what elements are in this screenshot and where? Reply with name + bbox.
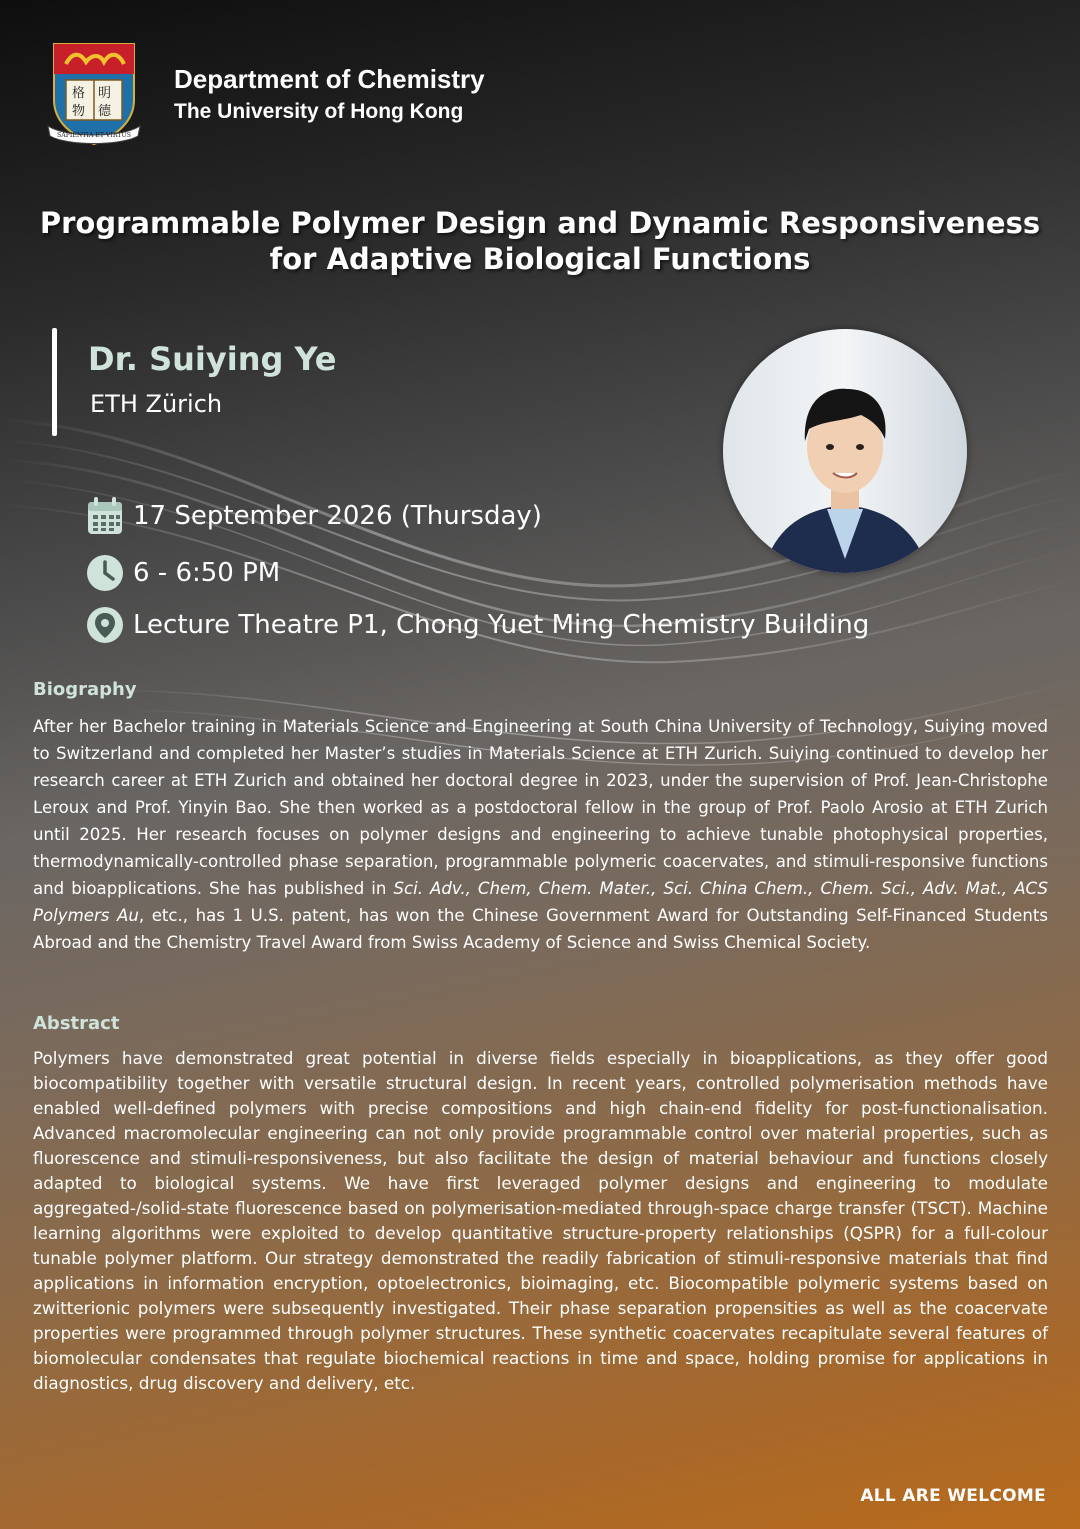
speaker-name: Dr. Suiying Ye — [88, 340, 337, 378]
department-name: Department of Chemistry — [174, 64, 485, 94]
event-venue: Lecture Theatre P1, Chong Yuet Ming Chemistry Building — [133, 610, 870, 640]
biography-heading: Biography — [33, 679, 137, 700]
speaker-photo — [723, 329, 967, 573]
event-date: 17 September 2026 (Thursday) — [133, 501, 542, 531]
hku-crest-logo — [46, 40, 142, 150]
abstract-text: Polymers have demonstrated great potential in diverse fields especially in bioapplications, as they offer good biocompatibility together with versatile structural design. In recent years, controlled polymerisation methods have enabled well-defined polymers with precise compositions and high chain-end fidelity for post-functionalisation. Advanced macromolecular engineering can not only provide programmable control over material properties, such as fluorescence and stimuli-responsiveness, but also facilitate the design of material behaviour and functions closely adapted to biological systems. We have first leveraged polymer designs and engineering to modulate aggregated-/solid-state fluorescence based on polymerisation-mediated through-space charge transfer (TSCT). Machine learning algorithms were exploited to develop quantitative structure-property relationships (QSPR) for a full-colour tunable polymer platform. Our strategy demonstrated the readily fabrication of stimuli-responsive materials that find applications in information encryption, optoelectronics, bioimaging, etc. Biocompatible polymeric systems based on zwitterionic polymers were subsequently investigated. Their phase separation propensities as well as the coacervate properties were programmed through polymer structures. These synthetic coacervates recapitulate several features of biomolecular condensates that regulate biochemical reactions in time and space, holding promise for applications in diagnostics, drug discovery and delivery, etc. — [33, 1048, 1048, 1393]
event-venue-row — [86, 606, 869, 644]
calendar-icon — [86, 497, 124, 535]
all-are-welcome-footer: ALL ARE WELCOME — [860, 1486, 1046, 1506]
biography-journals: Sci. Adv., Chem, Chem. Mater., Sci. China Chem., Chem. Sci., Adv. Mat., ACS Polymers Au — [33, 879, 1048, 925]
clock-icon — [86, 554, 124, 592]
biography-text-end: , etc., has 1 U.S. patent, has won the Chinese Government Award for Outstanding Self-Financed Students Abroad and the Chemistry Travel Award from Swiss Academy of Science and Swiss Chemical Society. — [33, 906, 1048, 952]
talk-title — [20, 205, 1060, 277]
svg-text:明: 明 — [98, 86, 112, 101]
biography-text-main: After her Bachelor training in Materials Science and Engineering at South China University of Technology, Suiying moved to Switzerland and completed her Master’s studies in Materials Science at ETH Zurich. Suiying continued to develop her research career at ETH Zurich and obtained her doctoral degree in 2023, under the supervision of Prof. Jean-Christophe Leroux and Prof. Yinyin Bao. She then worked as a postdoctoral fellow in the group of Prof. Paolo Arosio at ETH Zurich until 2025. Her research focuses on polymer designs and engineering to achieve tunable photophysical properties, thermodynamically-controlled phase separation, programmable polymeric coacervates, and stimuli-responsive functions and bioapplications. She has published in — [33, 717, 1048, 898]
event-date-row — [86, 497, 542, 535]
university-name: The University of Hong Kong — [174, 100, 464, 123]
svg-text:物: 物 — [72, 104, 86, 119]
event-time-row — [86, 554, 280, 592]
speaker-affiliation: ETH Zürich — [90, 390, 223, 418]
talk-title-line-1: Programmable Polymer Design and Dynamic Responsiveness — [39, 206, 1041, 240]
talk-title-line-2: for Adaptive Biological Functions — [269, 242, 811, 276]
abstract-heading: Abstract — [33, 1013, 120, 1034]
speaker-accent-bar — [52, 328, 57, 436]
svg-text:SAPIENTIA ET VIRTUS: SAPIENTIA ET VIRTUS — [57, 132, 131, 139]
location-pin-icon — [86, 606, 124, 644]
biography-text — [33, 713, 1048, 956]
svg-text:格: 格 — [72, 86, 86, 101]
event-time: 6 - 6:50 PM — [133, 558, 281, 588]
svg-text:德: 德 — [98, 104, 112, 119]
